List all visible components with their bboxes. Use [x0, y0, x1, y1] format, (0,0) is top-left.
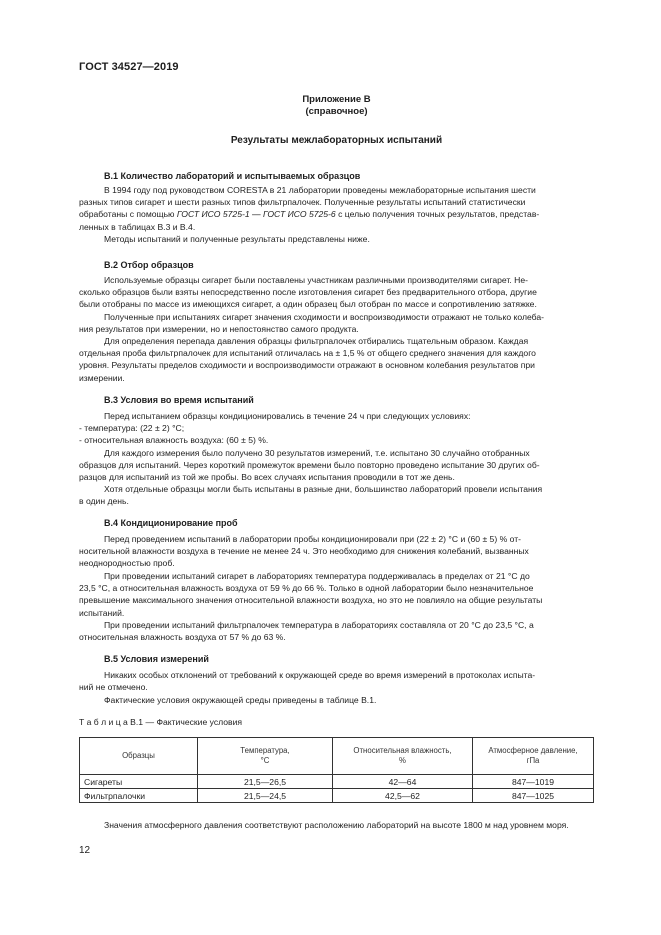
section-b4-paragraph-2: При проведении испытаний сигарет в лабораториях температура поддерживалась в пределах от 21 °С до 23,5 °С, а относительная влажность воздуха от 59 % до 66 %. Только в одной лаборатории было незначительное превышение максимального значения относительной влажности воздуха, но это не повлияло на общие результаты испытаний. [79, 571, 543, 618]
section-b1-title: В.1 Количество лабораторий и испытываемых образцов [104, 171, 361, 181]
page-number: 12 [79, 845, 91, 856]
section-b3-paragraph-1: Перед испытанием образцы кондиционировались в течение 24 ч при следующих условиях: [104, 411, 471, 421]
table-cell: 847—1025 [473, 789, 594, 803]
conditions-table [79, 737, 594, 803]
table-header-cell: Относительная влажность, % [333, 738, 473, 775]
section-b1-paragraph-1: В 1994 году под руководством CORESTA в 21 лаборатории проведены межлабораторные испытания шести разных типов сигарет и шести разных типов фильтрпалочек. Полученные результаты испытаний статистически обработаны с помощью ГОСТ ИСО 5725-1 — ГОСТ ИСО 5725-6 с целью получения точных результатов, представ- ленных в таблицах В.3 и В.4. [79, 185, 540, 232]
section-b1-paragraph-2: Методы испытаний и полученные результаты представлены ниже. [104, 234, 370, 244]
section-b3-bullet-2: - относительная влажность воздуха: (60 ± 5) %. [79, 435, 269, 445]
table-cell: 42,5—62 [333, 789, 473, 803]
section-b4-title: В.4 Кондиционирование проб [104, 518, 238, 528]
section-b4-paragraph-3: При проведении испытаний фильтрпалочек температура в лабораториях составляла от 20 °С до 23,5 °С, а относительная влажность воздуха от 57 % до 63 %. [79, 620, 534, 643]
section-b4-paragraph-1: Перед проведением испытаний в лаборатории пробы кондиционировали при (22 ± 2) °С и (60 ± 5) % от- носительной влажности воздуха в течение не менее 24 ч. Это необходимо для снижения колебаний, вызванных неоднородностью проб. [79, 534, 529, 569]
document-header: ГОСТ 34527—2019 [79, 61, 179, 73]
section-b5-paragraph-2: Фактические условия окружающей среды приведены в таблице В.1. [104, 695, 377, 705]
section-b3-bullet-1: - температура: (22 ± 2) °С; [79, 423, 185, 433]
table-header-cell: Температура, °С [198, 738, 333, 775]
section-b3-title: В.3 Условия во время испытаний [104, 395, 254, 405]
section-b2-paragraph-1: Используемые образцы сигарет были поставлены участникам различными производителями сигарет. Не- сколько образцов были взяты непосредственно после изготовления сигарет без предварительного отбора, другие были отобраны по массе из имеющихся сигарет, а один образец был отобран по массе и сопротивлению затяжке. [79, 275, 537, 310]
table-cell: 21,5—24,5 [198, 789, 333, 803]
table-cell: Фильтрпалочки [80, 789, 198, 803]
section-b2-title: В.2 Отбор образцов [104, 260, 194, 270]
table-row [80, 789, 594, 803]
section-b3-paragraph-3: Хотя отдельные образцы могли быть испытаны в разные дни, большинство лабораторий провели испытания в один день. [79, 484, 543, 507]
section-b5-title: В.5 Условия измерений [104, 654, 209, 664]
table-cell: 847—1019 [473, 775, 594, 789]
appendix-heading: Результаты межлабораторных испытаний [230, 135, 443, 146]
section-b2-paragraph-3: Для определения перепада давления образцы фильтрпалочек отбирались тщательным образом. Каждая отдельная проба фильтрпалочек для испытаний отличалась на ± 1,5 % от общего среднего значения для каждого уровня. Результаты пределов сходимости и воспроизводимости отражают в основном колебания результатов при измерении. [79, 336, 536, 383]
appendix-subtitle: (справочное) [305, 106, 368, 117]
appendix-title: Приложение В [302, 94, 371, 105]
table-header-row [80, 738, 594, 775]
table-caption: Т а б л и ц а В.1 — Фактические условия [79, 717, 243, 727]
table-note: Значения атмосферного давления соответствуют расположению лабораторий на высоте 1800 м над уровнем моря. [104, 820, 569, 830]
table-cell: 21,5—26,5 [198, 775, 333, 789]
section-b3-paragraph-2: Для каждого измерения было получено 30 результатов измерений, т.е. испытано 30 случайно отобранных образцов для испытаний. Через короткий промежуток времени было повторно проведено испытание 30 других об- разцов для испытаний из той же пробы. Во всех случаях испытания проводили в тот же день. [79, 448, 540, 483]
table-cell: Сигареты [80, 775, 198, 789]
section-b5-paragraph-1: Никаких особых отклонений от требований к окружающей среде во время измерений в протоколах испыта- ний не отмечено. [79, 670, 536, 693]
section-b2-paragraph-2: Полученные при испытаниях сигарет значения сходимости и воспроизводимости отражают не только колеба- ния результатов при измерении, но и непостоянство самого продукта. [79, 312, 545, 335]
table-header-cell: Образцы [80, 738, 198, 775]
table-cell: 42—64 [333, 775, 473, 789]
table-header-cell: Атмосферное давление, гПа [473, 738, 594, 775]
table-row [80, 775, 594, 789]
